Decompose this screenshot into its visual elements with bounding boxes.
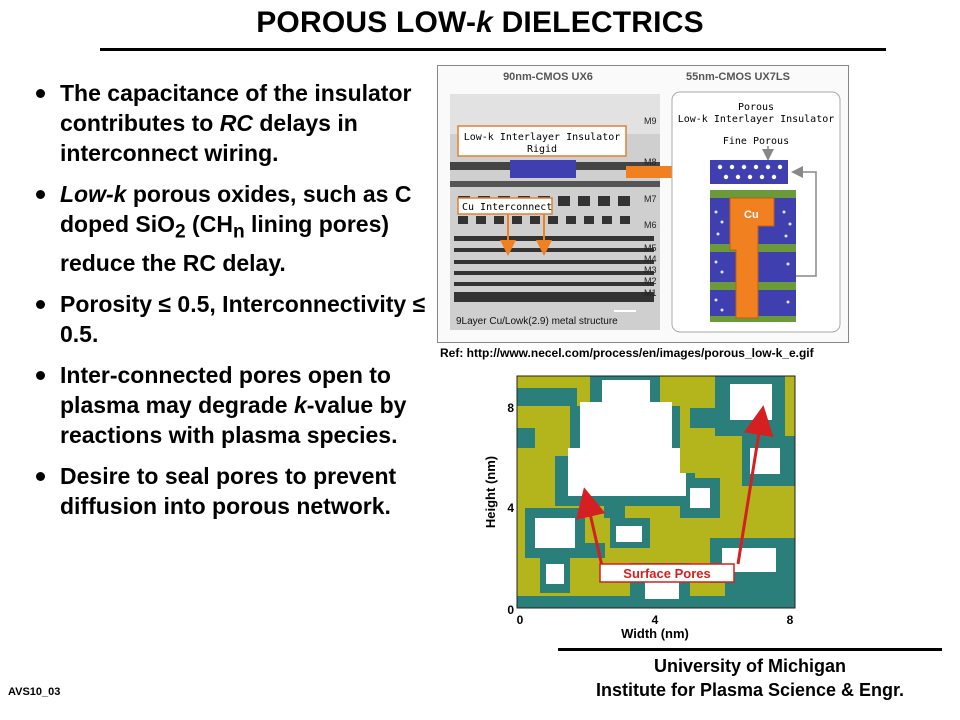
scale-bar (614, 310, 636, 312)
rigid-insulator-block (510, 160, 576, 178)
svg-text:M3: M3 (644, 265, 657, 275)
title-underline (100, 48, 886, 51)
barrier-layer (710, 190, 796, 198)
svg-text:M8: M8 (644, 157, 657, 167)
y-tick-8: 8 (507, 401, 514, 415)
left-panel-title: 90nm-CMOS UX6 (503, 71, 593, 83)
bullet-dot (36, 472, 45, 481)
cu-interconnect-label: Cu Interconnect (462, 202, 553, 213)
svg-text:M2: M2 (644, 276, 657, 286)
svg-text:M5: M5 (644, 243, 657, 253)
reference-url: Ref: http://www.necel.com/process/en/images/porous_low-k_e.gif (440, 346, 814, 360)
bullet-dot (36, 190, 45, 199)
cu-label: Cu (744, 209, 759, 221)
rigid-label-line2: Rigid (526, 144, 558, 155)
svg-text:M4: M4 (644, 254, 657, 264)
bullet-list (36, 78, 426, 532)
fine-porous-label: Fine Porous (722, 136, 790, 147)
bullet-low-k-oxides: Low-k porous oxides, such as C doped SiO$_2$ ($CH_n$ lining pores) reduce the RC delay. (36, 179, 426, 278)
rigid-label-line1: Low-k Interlayer Insulator (463, 132, 621, 143)
x-tick-4: 4 (651, 613, 659, 627)
interconnect-diagram (438, 66, 848, 342)
porous-label-line2: Low-k Interlayer Insulator (677, 114, 835, 125)
svg-text:M7: M7 (644, 194, 657, 204)
bullet-porosity: Porosity ≤ 0.5, Interconnectivity ≤ 0.5. (36, 289, 426, 349)
bullet-capacitance: The capacitance of the insulator contributes to RC delays in interconnect wiring. (36, 78, 426, 168)
bullet-plasma-degradation: Inter-connected pores open to plasma may degrade k-value by reactions with plasma species. (36, 360, 426, 450)
porous-insulator-block (710, 160, 788, 184)
footer-university: University of Michigan (653, 656, 847, 676)
surface-pores-label: Surface Pores (623, 566, 711, 581)
porous-label-line1: Porous (737, 102, 775, 113)
right-panel-title: 55nm-CMOS UX7LS (686, 71, 790, 83)
svg-text:M1: M1 (644, 288, 657, 298)
interconnect-figure (437, 65, 849, 343)
slide-title: POROUS LOW-k DIELECTRICS (256, 6, 704, 39)
footer-institute: Institute for Plasma Science & Engr. (595, 680, 905, 700)
svg-text:M9: M9 (644, 116, 657, 126)
bullet-seal-pores: Desire to seal pores to prevent diffusion into porous network. (36, 461, 426, 521)
tem-band (450, 181, 660, 187)
x-tick-8: 8 (786, 613, 794, 627)
metal-structure-label: 9Layer Cu/Lowk(2.9) metal structure (456, 316, 618, 327)
x-tick-0: 0 (516, 613, 524, 627)
y-axis-label: Height (nm) (483, 455, 498, 529)
bullet-dot (36, 371, 45, 380)
svg-text:M6: M6 (644, 220, 657, 230)
porous-network-figure (480, 368, 810, 643)
y-tick-4: 4 (507, 501, 514, 515)
bullet-dot (36, 300, 45, 309)
slide-id: AVS10_03 (8, 686, 61, 698)
footer-rule (558, 648, 942, 651)
bullet-dot (36, 89, 45, 98)
x-axis-label: Width (nm) (621, 626, 689, 641)
y-tick-0: 0 (507, 603, 514, 617)
